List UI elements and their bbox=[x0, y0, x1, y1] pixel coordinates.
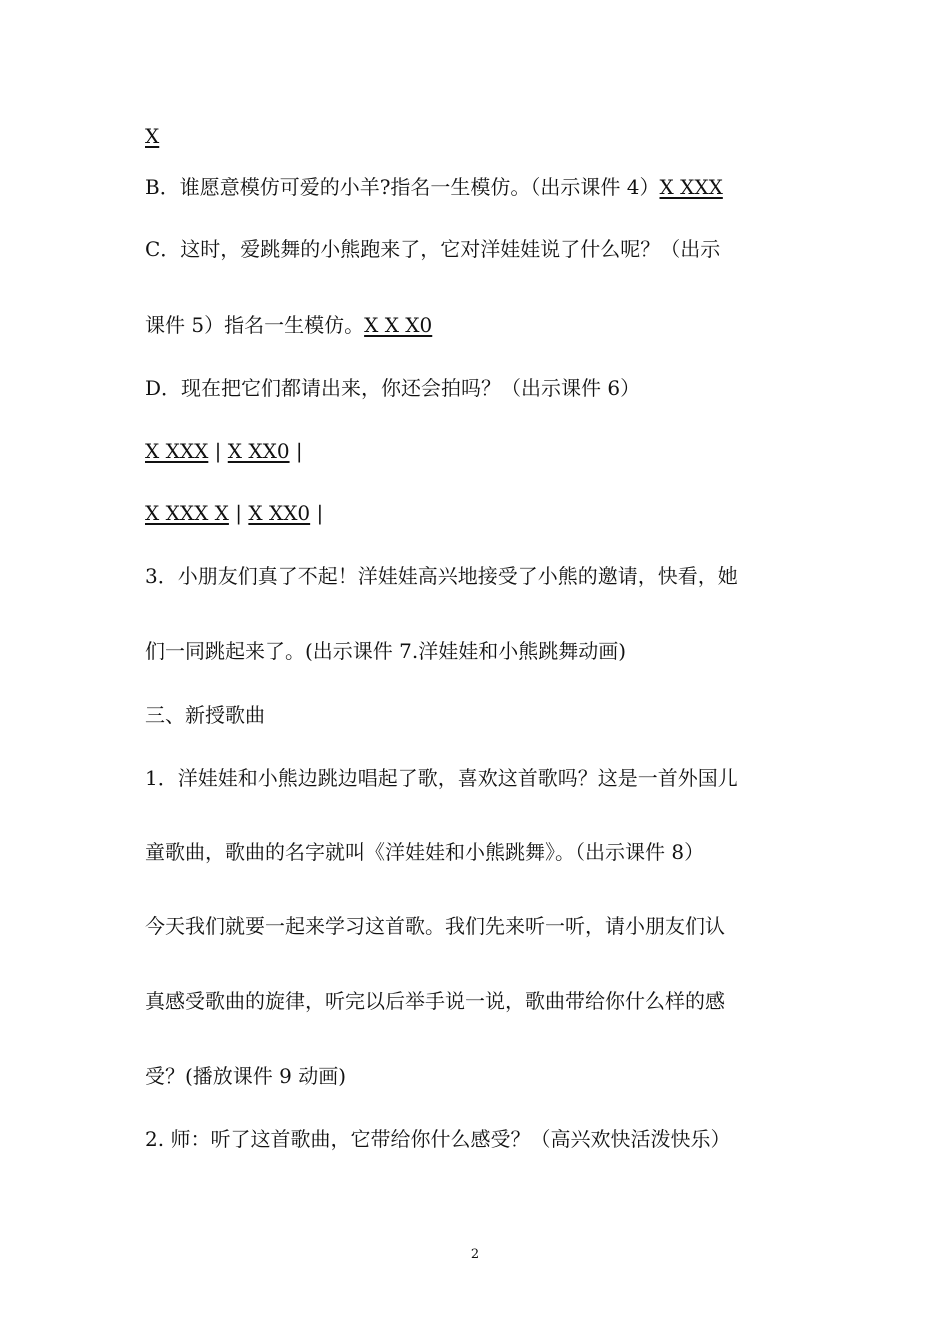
text-line: 们一同跳起来了。(出示课件 7.洋娃娃和小熊跳舞动画) bbox=[145, 639, 627, 663]
text-line: D．现在把它们都请出来，你还会拍吗？（出示课件 6） bbox=[145, 376, 641, 400]
text-line: 课件 5）指名一生模仿。X X X0 bbox=[145, 313, 433, 337]
text-line: 2. 师：听了这首歌曲，它带给你什么感受？（高兴欢快活泼快乐） bbox=[145, 1127, 731, 1151]
text-line: 今天我们就要一起来学习这首歌。我们先来听一听，请小朋友们认 bbox=[145, 914, 725, 938]
text-line: 真感受歌曲的旋律，听完以后举手说一说，歌曲带给你什么样的感 bbox=[145, 989, 725, 1013]
text-line: 受？(播放课件 9 动画) bbox=[145, 1064, 347, 1088]
text-line: X bbox=[145, 124, 160, 148]
text-line: 童歌曲，歌曲的名字就叫《洋娃娃和小熊跳舞》。（出示课件 8） bbox=[145, 840, 705, 864]
section-heading: 三、新授歌曲 bbox=[145, 703, 265, 727]
page-number: 2 bbox=[470, 1247, 480, 1262]
text-line: B．谁愿意模仿可爱的小羊?指名一生模仿。（出示课件 4）X XXX bbox=[145, 175, 723, 199]
text-line: 3．小朋友们真了不起！洋娃娃高兴地接受了小熊的邀请，快看，她 bbox=[145, 564, 738, 588]
rhythm-line: X XXX X | X XX0 | bbox=[145, 501, 324, 525]
text-line: C．这时，爱跳舞的小熊跑来了，它对洋娃娃说了什么呢？（出示 bbox=[145, 237, 721, 261]
rhythm-line: X XXX | X XX0 | bbox=[145, 439, 303, 463]
text-line: 1．洋娃娃和小熊边跳边唱起了歌，喜欢这首歌吗？这是一首外国儿 bbox=[145, 766, 738, 790]
